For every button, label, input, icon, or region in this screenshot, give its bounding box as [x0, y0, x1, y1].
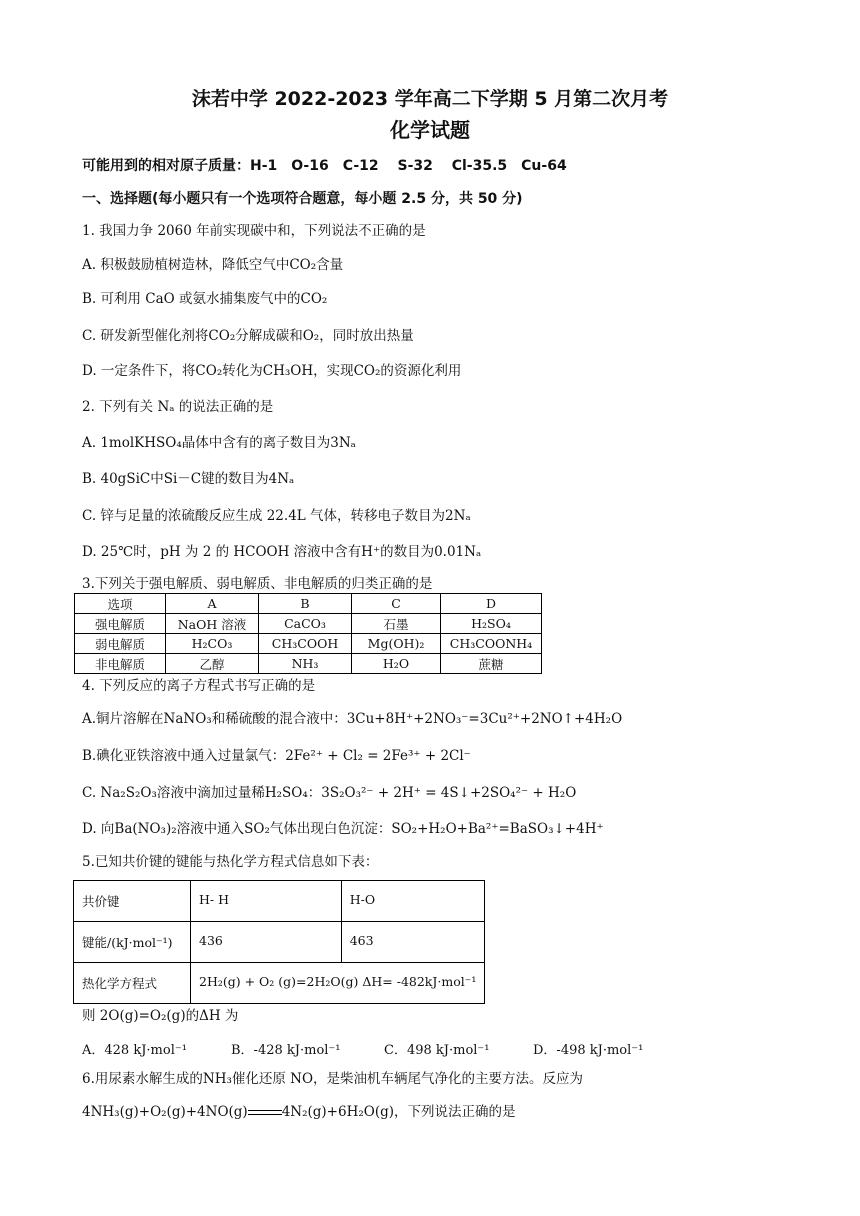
table-cell: 弱电解质 [75, 634, 166, 654]
table-header-row [75, 594, 542, 614]
equilibrium-arrow-icon [248, 1108, 282, 1118]
q5-option-c: C．498 kJ·mol⁻¹ [384, 1043, 490, 1058]
table-cell: 共价键 [74, 881, 191, 922]
table-cell: H- H [191, 881, 342, 922]
table-cell: H-O [341, 881, 485, 922]
table-cell: 436 [191, 922, 342, 963]
q2-option-c: C. 锌与足量的浓硫酸反应生成 22.4L 气体，转移电子数目为2Nₐ [82, 508, 471, 524]
q1-option-b: B. 可利用 CaO 或氨水捕集废气中的CO₂ [82, 291, 328, 307]
table-row [75, 634, 542, 654]
q2-option-a: A. 1molKHSO₄晶体中含有的离子数目为3Nₐ [82, 435, 356, 451]
table-cell: H₂O [352, 654, 441, 674]
q5-table [73, 880, 485, 1004]
q1-option-d: D. 一定条件下，将CO₂转化为CH₃OH，实现CO₂的资源化利用 [82, 363, 462, 379]
table-cell: A [166, 594, 259, 614]
equation-right: 4N₂(g)+6H₂O(g) [281, 1104, 395, 1120]
q1-option-a: A. 积极鼓励植树造林，降低空气中CO₂含量 [82, 257, 344, 273]
equation-tail: ，下列说法正确的是 [394, 1104, 516, 1120]
table-cell: CH₃COOH [259, 634, 352, 654]
q6-equation [82, 1103, 516, 1121]
q2-stem: 2. 下列有关 Nₐ 的说法正确的是 [82, 399, 274, 415]
exam-title: 沫若中学 2022-2023 学年高二下学期 5 月第二次月考 [191, 88, 669, 110]
q4-option-c: C. Na₂S₂O₃溶液中滴加过量稀H₂SO₄：3S₂O₃²⁻ + 2H⁺ = 4S↓+2SO₄²⁻ + H₂O [82, 785, 577, 801]
table-cell: H₂CO₃ [166, 634, 259, 654]
table-cell: 强电解质 [75, 614, 166, 634]
table-cell: C [352, 594, 441, 614]
table-cell: H₂SO₄ [441, 614, 542, 634]
table-cell: NH₃ [259, 654, 352, 674]
table-row [74, 922, 485, 963]
q5-option-b: B．-428 kJ·mol⁻¹ [231, 1043, 341, 1058]
q2-option-d: D. 25℃时，pH 为 2 的 HCOOH 溶液中含有H⁺的数目为0.01Nₐ [82, 544, 482, 560]
q1-option-c: C. 研发新型催化剂将CO₂分解成碳和O₂，同时放出热量 [82, 328, 414, 344]
q5-option-a: A．428 kJ·mol⁻¹ [82, 1043, 187, 1058]
table-cell: D [441, 594, 542, 614]
q1-stem: 1. 我国力争 2060 年前实现碳中和，下列说法不正确的是 [82, 223, 426, 239]
table-cell: 非电解质 [75, 654, 166, 674]
table-cell: 热化学方程式 [74, 963, 191, 1004]
q6-stem: 6.用尿素水解生成的NH₃催化还原 NO，是柴油机车辆尾气净化的主要方法。反应为 [82, 1071, 584, 1087]
table-row [74, 881, 485, 922]
table-cell: NaOH 溶液 [166, 614, 259, 634]
table-row [75, 614, 542, 634]
q5-stem: 5.已知共价键的键能与热化学方程式信息如下表： [82, 854, 379, 870]
table-row [74, 963, 485, 1004]
equation-left: 4NH₃(g)+O₂(g)+4NO(g) [82, 1104, 248, 1120]
table-cell: CaCO₃ [259, 614, 352, 634]
table-cell: 乙醇 [166, 654, 259, 674]
exam-subtitle: 化学试题 [390, 118, 470, 142]
q4-option-b: B.碘化亚铁溶液中通入过量氯气：2Fe²⁺ + Cl₂ = 2Fe³⁺ + 2Cl⁻ [82, 748, 471, 764]
q4-option-d: D. 向Ba(NO₃)₂溶液中通入SO₂气体出现白色沉淀：SO₂+H₂O+Ba²⁺=BaSO₃↓+4H⁺ [82, 821, 604, 837]
atomic-masses: 可能用到的相对原子质量：H-1 O-16 C-12 S-32 Cl-35.5 Cu-64 [82, 158, 567, 174]
q3-table [74, 593, 542, 674]
q5-ask: 则 2O(g)=O₂(g)的ΔH 为 [82, 1008, 239, 1024]
table-cell: 2H₂(g) + O₂ (g)=2H₂O(g) ΔH= -482kJ·mol⁻¹ [191, 963, 485, 1004]
table-row [75, 654, 542, 674]
q3-stem: 3.下列关于强电解质、弱电解质、非电解质的归类正确的是 [82, 576, 433, 592]
q4-stem: 4. 下列反应的离子方程式书写正确的是 [82, 678, 316, 694]
q4-option-a: A.铜片溶解在NaNO₃和稀硫酸的混合液中：3Cu+8H⁺+2NO₃⁻=3Cu²⁺+2NO↑+4H₂O [82, 711, 623, 727]
table-cell: B [259, 594, 352, 614]
table-cell: 蔗糖 [441, 654, 542, 674]
table-cell: 选项 [75, 594, 166, 614]
table-cell: 键能/(kJ·mol⁻¹) [74, 922, 191, 963]
table-cell: CH₃COONH₄ [441, 634, 542, 654]
table-cell: 463 [341, 922, 485, 963]
q2-option-b: B. 40gSiC中Si－C键的数目为4Nₐ [82, 471, 295, 487]
table-cell: 石墨 [352, 614, 441, 634]
section-heading: 一、选择题(每小题只有一个选项符合题意，每小题 2.5 分，共 50 分) [82, 191, 523, 207]
table-cell: Mg(OH)₂ [352, 634, 441, 654]
q5-option-d: D．-498 kJ·mol⁻¹ [533, 1043, 644, 1058]
